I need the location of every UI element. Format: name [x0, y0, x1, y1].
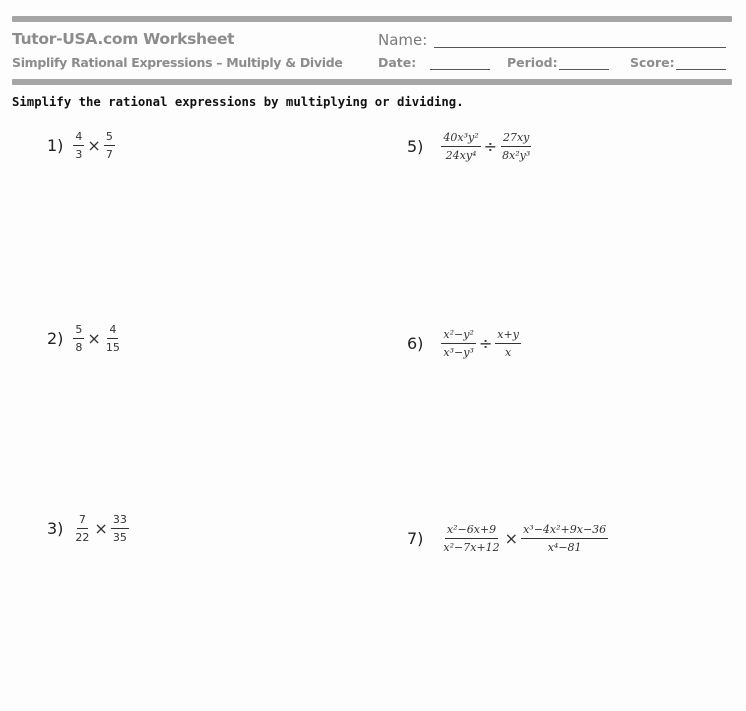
fraction-left: $\frac{\text{40x³y²}}{\text{24xy⁴}}$	[443, 131, 479, 162]
problem-6	[407, 328, 521, 359]
worksheet-title: Tutor-USA.com Worksheet	[12, 30, 235, 48]
fraction-right: $\frac{33}{35}$	[112, 513, 127, 544]
multiply-icon: ×	[504, 529, 519, 548]
fraction-left: $\frac{7}{22}$	[75, 513, 90, 544]
problem-7	[407, 523, 608, 554]
problem-number: 7)	[407, 529, 424, 548]
score-field-line[interactable]	[676, 69, 726, 70]
problem-1	[47, 130, 115, 161]
fraction-left: $\frac{\text{x²−6x+9}}{\text{x²−7x+12}}$	[443, 523, 500, 554]
problem-2	[47, 323, 122, 354]
divide-icon: ÷	[483, 137, 498, 156]
header-bottom-bar	[12, 79, 732, 85]
fraction-left: $\frac{\text{x²−y²}}{\text{x³−y³}}$	[443, 328, 474, 359]
problem-number: 1)	[47, 136, 64, 155]
problem-3	[47, 513, 129, 544]
multiply-icon: ×	[87, 136, 101, 155]
fraction-right: $\frac{27xy}{\text{8x²y³}}$	[502, 131, 531, 162]
fraction-left: $\frac{5}{8}$	[75, 323, 83, 354]
period-label: Period:	[507, 55, 558, 70]
header-top-bar	[12, 16, 732, 22]
fraction-right: $\frac{5}{7}$	[105, 130, 113, 161]
problem-number: 5)	[407, 137, 424, 156]
multiply-icon: ×	[87, 329, 101, 348]
fraction-right: $\frac{\text{x³−4x²+9x−36}}{\text{x⁴−81}}$	[523, 523, 607, 554]
instructions: Simplify the rational expressions by multiplying or dividing.	[12, 95, 464, 109]
problem-number: 6)	[407, 334, 424, 353]
divide-icon: ÷	[478, 334, 493, 353]
score-label: Score:	[630, 55, 675, 70]
fraction-right: $\frac{4}{15}$	[105, 323, 120, 354]
name-field-line[interactable]	[434, 47, 726, 48]
period-field-line[interactable]	[559, 69, 609, 70]
date-field-line[interactable]	[430, 69, 490, 70]
date-label: Date:	[378, 55, 417, 70]
multiply-icon: ×	[94, 519, 108, 538]
fraction-right: $\frac{x+y}{x}$	[497, 328, 519, 359]
name-label: Name:	[378, 31, 428, 49]
problem-number: 3)	[47, 519, 64, 538]
problem-number: 2)	[47, 329, 64, 348]
fraction-left: $\frac{4}{3}$	[75, 130, 83, 161]
problem-5	[407, 131, 532, 162]
worksheet-subtitle: Simplify Rational Expressions – Multiply & Divide	[12, 55, 343, 70]
